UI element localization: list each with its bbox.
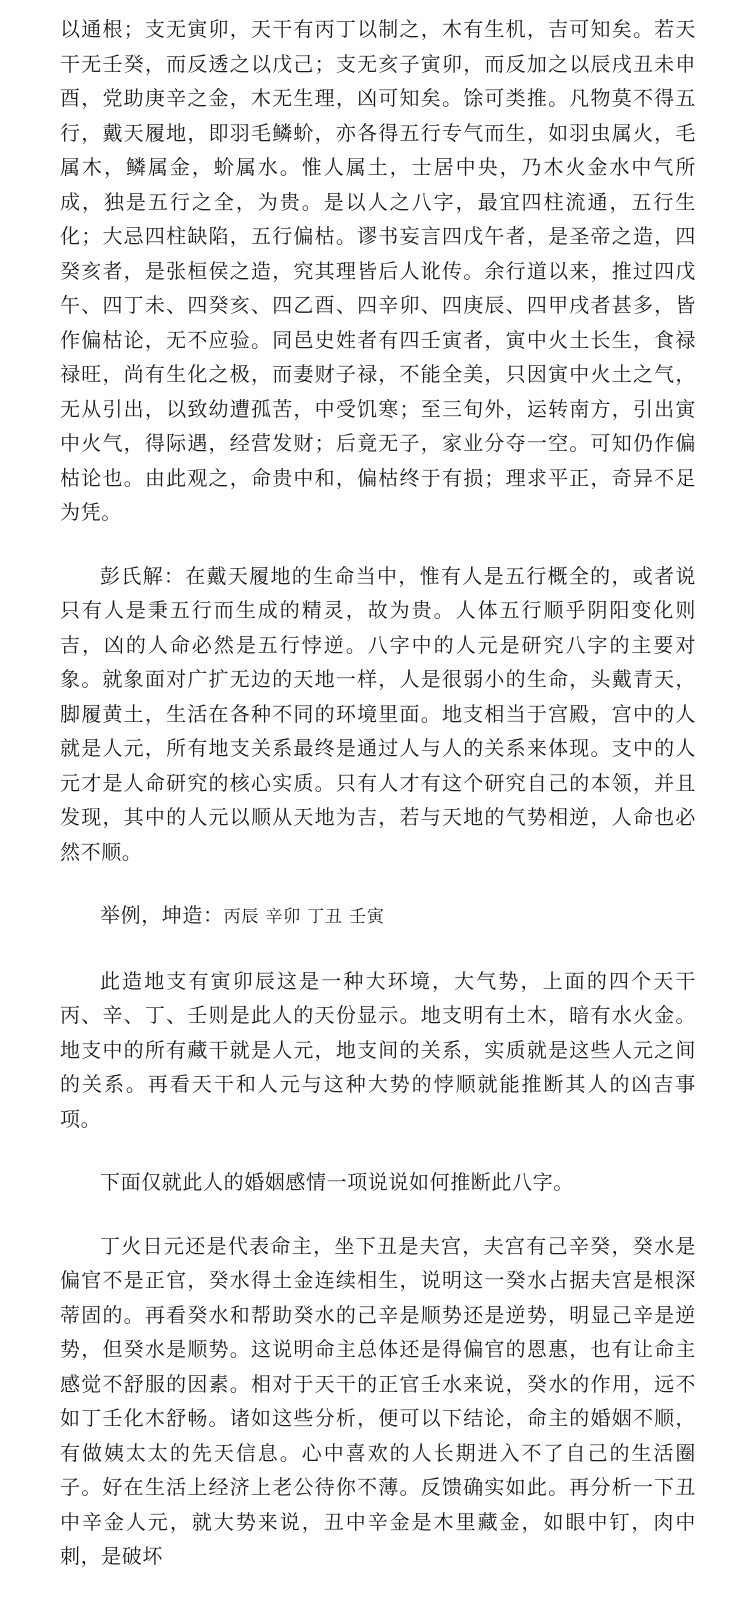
paragraph-marriage-analysis: 丁火日元还是代表命主，坐下丑是夫宫，夫宫有己辛癸，癸水是偏官不是正官，癸水得土金连续相生，说明这一癸水占据夫宫是根深蒂固的。再看癸水和帮助癸水的己辛是顺势还是逆势，明显己辛是逆势，但癸水是顺势。这说明命主总体还是得偏官的恩惠，也有让命主感觉不舒服的因素。相对于天干的正官壬水来说，癸水的作用，远不如丁壬化木舒畅。诸如这些分析，便可以下结论，命主的婚姻不顺，有做姨太太的先天信息。心中喜欢的人长期进入不了自己的生活圈子。好在生活上经济上老公待你不薄。反馈确实如此。再分析一下丑中辛金人元，就大势来说，丑中辛金是木里藏金，如眼中钉，肉中刺，是破坏 <box>60 1233 696 1568</box>
example-prefix: 举例，坤造： <box>100 903 224 927</box>
paragraph-peng-commentary: 彭氏解：在戴天履地的生命当中，惟有人是五行概全的，或者说只有人是秉五行而生成的精灵，故为贵。人体五行顺乎阴阳变化则吉，凶的人命必然是五行悖逆。八字中的人元是研究八字的主要对象。就象面对广扩无边的天地一样，人是很弱小的生命，头戴青天，脚履黄土，生活在各种不同的环境里面。地支相当于宫殿，宫中的人就是人元，所有地支关系最终是通过人与人的关系来体现。支中的人元才是人命研究的核心实质。只有人才有这个研究自己的本领，并且发现，其中的人元以顺从天地为吉，若与天地的气势相逆，人命也必然不顺。 <box>60 563 696 864</box>
example-four-pillars: 丙辰 辛卯 丁丑 壬寅 <box>223 907 385 927</box>
document-page <box>60 12 696 1603</box>
example-chart-line <box>60 898 696 935</box>
paragraph-analysis-environment: 此造地支有寅卯辰这是一种大环境，大气势，上面的四个天干丙、辛、丁、壬则是此人的天份显示。地支明有土木，暗有水火金。地支中的所有藏干就是人元，地支间的关系，实质就是这些人元之间的关系。再看天干和人元与这种大势的悖顺就能推断其人的凶吉事项。 <box>60 968 696 1131</box>
paragraph-classical-text: 以通根；支无寅卯，天干有丙丁以制之，木有生机，吉可知矣。若天干无壬癸，而反透之以戊己；支无亥子寅卯，而反加之以辰戌丑未申酉，党助庚辛之金，木无生理，凶可知矣。馀可类推。凡物莫不得五行，戴天履地，即羽毛鳞蚧，亦各得五行专气而生，如羽虫属火，毛属木，鳞属金，蚧属水。惟人属土，士居中央，乃木火金水中气所成，独是五行之全，为贵。是以人之八字，最宜四柱流通，五行生化；大忌四柱缺陷，五行偏枯。谬书妄言四戊午者，是圣帝之造，四癸亥者，是张桓侯之造，究其理皆后人讹传。余行道以来，推过四戊午、四丁未、四癸亥、四乙酉、四辛卯、四庚辰、四甲戌者甚多，皆作偏枯论，无不应验。同邑史姓者有四壬寅者，寅中火土长生，食禄禄旺，尚有生化之极，而妻财子禄，不能全美，只因寅中火土之气，无从引出，以致幼遭孤苦，中受饥寒；至三旬外，运转南方，引出寅中火气，得际遇，经营发财；后竟无子，家业分夺一空。可知仍作偏枯论也。由此观之，命贵中和，偏枯终于有损；理求平正，奇异不足为凭。 <box>60 17 696 524</box>
paragraph-marriage-intro: 下面仅就此人的婚姻感情一项说说如何推断此八字。 <box>100 1170 574 1194</box>
